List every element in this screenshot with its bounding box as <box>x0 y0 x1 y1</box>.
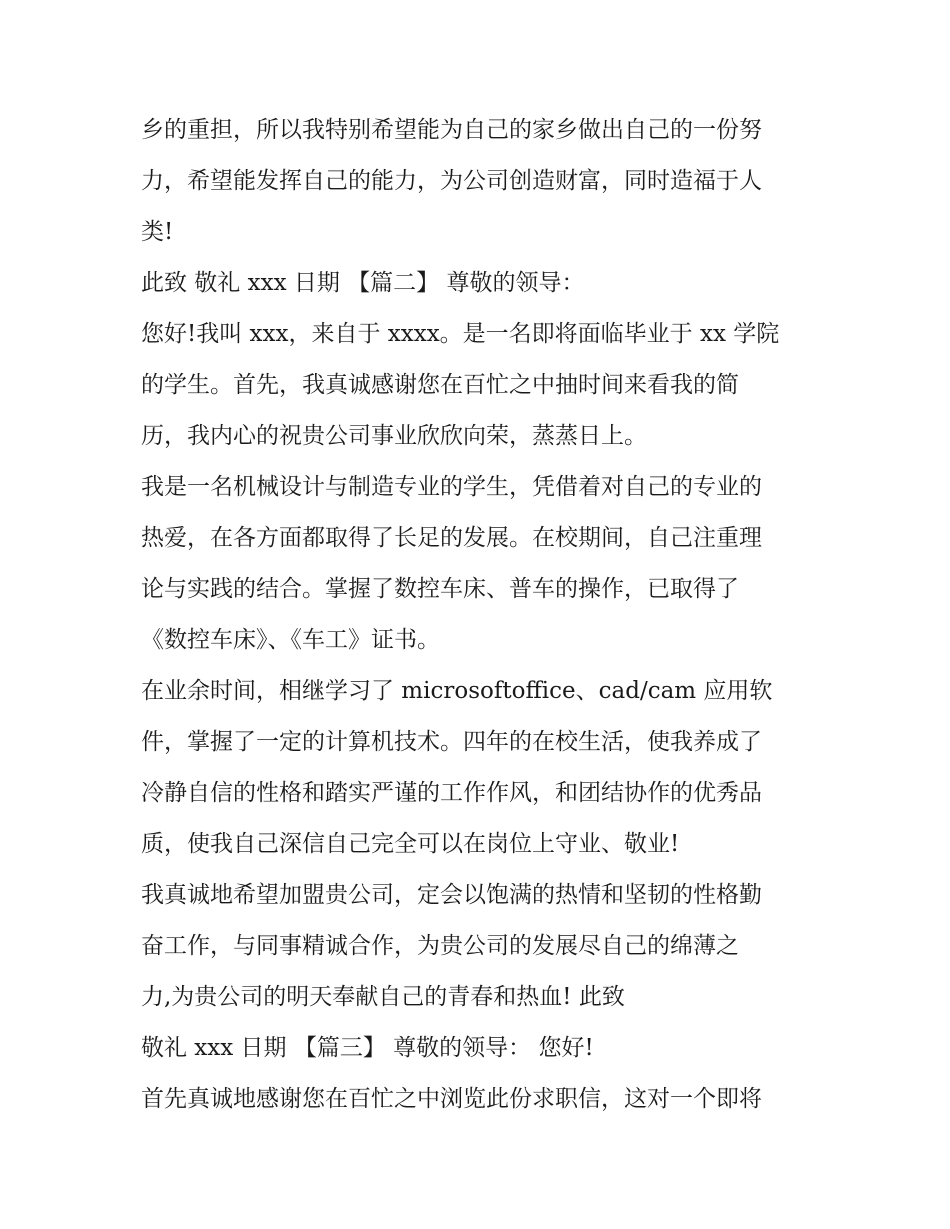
text-line: 力,为贵公司的明天奉献自己的青春和热血! 此致 <box>141 984 625 1010</box>
text-line: 乡的重担，所以我特别希望能为自己的家乡做出自己的一份努 <box>141 117 762 143</box>
text-line: 此致 敬礼 xxx 日期 【篇二】 尊敬的领导： <box>141 270 585 296</box>
text-line: 热爱，在各方面都取得了长足的发展。在校期间，自己注重理 <box>141 525 762 551</box>
text-line: 件，掌握了一定的计算机技术。四年的在校生活，使我养成了 <box>141 729 762 755</box>
text-line: 在业余时间，相继学习了 microsoftoffice、cad/cam 应用软 <box>141 678 773 704</box>
text-line: 奋工作，与同事精诚合作，为贵公司的发展尽自己的绵薄之 <box>141 933 739 959</box>
text-line: 我真诚地希望加盟贵公司，定会以饱满的热情和坚韧的性格勤 <box>141 882 762 908</box>
text-line: 《数控车床》、《车工》证书。 <box>141 627 440 653</box>
text-line: 我是一名机械设计与制造专业的学生，凭借着对自己的专业的 <box>141 474 762 500</box>
text-line: 敬礼 xxx 日期 【篇三】 尊敬的领导： 您好! <box>141 1035 594 1061</box>
letter-body <box>141 105 821 1125</box>
text-line: 历，我内心的祝贵公司事业欣欣向荣，蒸蒸日上。 <box>141 423 647 449</box>
text-line: 首先真诚地感谢您在百忙之中浏览此份求职信，这对一个即将 <box>141 1086 762 1112</box>
text-line: 类! <box>141 219 174 245</box>
text-line: 论与实践的结合。掌握了数控车床、普车的操作，已取得了 <box>141 576 739 602</box>
text-line: 冷静自信的性格和踏实严谨的工作作风，和团结协作的优秀品 <box>141 780 762 806</box>
text-line: 力，希望能发挥自己的能力，为公司创造财富，同时造福于人 <box>141 168 762 194</box>
text-line: 您好!我叫 xxx，来自于 xxxx。是一名即将面临毕业于 xx 学院 <box>141 321 780 347</box>
text-line: 的学生。首先，我真诚感谢您在百忙之中抽时间来看我的简 <box>141 372 739 398</box>
text-line: 质，使我自己深信自己完全可以在岗位上守业、敬业! <box>141 831 680 857</box>
